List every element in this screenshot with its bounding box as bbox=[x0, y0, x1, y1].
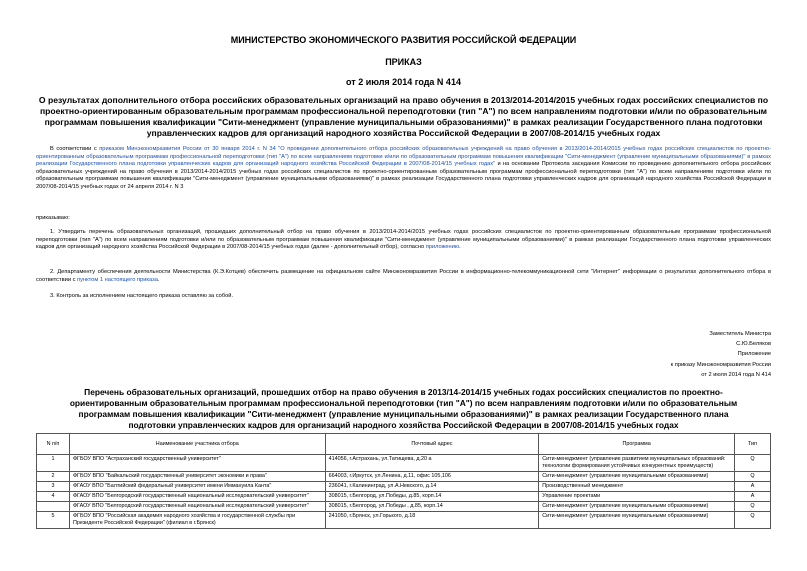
table-row bbox=[37, 512, 771, 529]
item-2-text-b: . bbox=[157, 276, 160, 283]
organizations-table bbox=[36, 433, 771, 529]
header-number: N п/п bbox=[37, 434, 70, 455]
cell-address: 308015, г.Белгород, ул.Победы, д.85, корп.14 bbox=[325, 492, 539, 502]
appendix-date: от 2 июля 2014 года N 414 bbox=[701, 372, 771, 378]
table-header-row bbox=[37, 434, 771, 455]
cell-address: 664003, г.Иркутск, ул.Ленина, д.11, офис 105,106 bbox=[325, 472, 539, 482]
cell-program: Управление проектами bbox=[539, 492, 735, 502]
prikazyvayu-text: приказываю: bbox=[36, 215, 70, 221]
cell-address: 414056, г.Астрахань, ул.Татищева, д.20 а bbox=[325, 455, 539, 472]
cell-program: Сити-менеджмент (управление муниципальными образованиями) bbox=[539, 502, 735, 512]
table-row bbox=[37, 492, 771, 502]
cell-number: 5 bbox=[37, 512, 70, 529]
appendix-label: Приложение bbox=[737, 351, 771, 357]
item-1-paragraph bbox=[36, 229, 771, 252]
item-2-paragraph bbox=[36, 269, 771, 284]
table-row bbox=[37, 455, 771, 472]
cell-number: 1 bbox=[37, 455, 70, 472]
cell-name: ФГАОУ ВПО "Белгородский государственный национальный исследовательский университет" bbox=[69, 502, 325, 512]
appendix-to-order: к приказу Минэкономразвития России bbox=[670, 362, 771, 368]
order-34-link[interactable]: приказом Минэкономразвития России от 30 января 2014 г. N 34 "О проведении дополнительного отбора российских образовательных учреждений на право обучения в 2013/2014-2014/2015 учебных годах российских специалистов по проектно-ориентированным образовательным программам профессиональной переподготовки (тип "А") по всем направлениям подготовки и/или по образовательным программам повышения квалификации "Сити-менеджмент (управление муниципальными образованиями)" в рамках реализации Государственного плана подготовки управленческих кадров для организаций народного хозяйства Российской Федерации в 2007/08-2014/15 учебных годах" bbox=[36, 146, 771, 168]
ministry-heading: МИНИСТЕРСТВО ЭКОНОМИЧЕСКОГО РАЗВИТИЯ РОССИЙСКОЙ ФЕДЕРАЦИИ bbox=[230, 35, 577, 45]
signer-name: С.Ю.Беляков bbox=[736, 341, 771, 347]
order-title: О результатах дополнительного отбора российских образовательных организаций на право обучения в 2013/2014-2014/2015 учебных годах российских специалистов по проектно-ориентированным образовательным программам профессиональной переподготовки (тип "А") по всем направлениям подготовки и/или по образовательным программам повышения квалификации "Сити-менеджмент (управление муниципальными образованиями)" в рамках реализации Государственного плана подготовки управленческих кадров для организаций народного хозяйства Российской Федерации в 2007/08-2014/15 учебных годах bbox=[38, 95, 769, 138]
cell-address: 236041, г.Калининград, ул.А.Невского, д.14 bbox=[325, 482, 539, 492]
item-2-text-a: 2. Департаменту обеспечения деятельности Министерства (К.Э.Котцев) обеспечить размещение на официальном сайте Минэкономразвития России в информационно-телекоммуникационной сети "Интернет" информации о результатах дополнительного отбора в соответствии с bbox=[36, 269, 771, 283]
item-1-text-a: 1. Утвердить перечень образовательных организаций, прошедших дополнительный отбор на право обучения в 2013/2014-2014/2015 учебных годах российских специалистов по проектно-ориентированным образовательным программам профессиональной переподготовки (тип "А") по всем направлениям подготовки и/или по образовательным программам повышения квалификации "Сити-менеджмент (управление муниципальными образованиями)" в рамках реализации Государственного плана подготовки управленческих кадров для организаций народного хозяйства Российской Федерации в 2007/08-2014/15 учебных годах (далее - дополнительный отбор), согласно bbox=[36, 229, 771, 251]
item-3-paragraph: 3. Контроль за исполнением настоящего приказа оставляю за собой. bbox=[50, 293, 234, 299]
table-row bbox=[37, 502, 771, 512]
cell-program: Производственный менеджмент bbox=[539, 482, 735, 492]
cell-name: ФГБОУ ВПО "Астраханский государственный университет" bbox=[69, 455, 325, 472]
cell-type: Q bbox=[735, 472, 771, 482]
preamble-text-a: В соответствии с bbox=[50, 146, 100, 152]
cell-type: А bbox=[735, 492, 771, 502]
signer-position: Заместитель Министра bbox=[709, 331, 771, 337]
cell-type: А bbox=[735, 482, 771, 492]
cell-number bbox=[37, 502, 70, 512]
preamble-paragraph bbox=[36, 146, 771, 192]
header-type: Тип bbox=[735, 434, 771, 455]
header-name: Наименование участника отбора bbox=[69, 434, 325, 455]
header-program: Программа bbox=[539, 434, 735, 455]
order-heading: ПРИКАЗ bbox=[385, 57, 422, 67]
order-date-number: от 2 июля 2014 года N 414 bbox=[346, 77, 461, 87]
cell-address: 308015, г.Белгород, ул.Победы , д.85, корп.14 bbox=[325, 502, 539, 512]
appendix-link[interactable]: приложению bbox=[425, 244, 460, 251]
cell-type: Q bbox=[735, 455, 771, 472]
table-row bbox=[37, 472, 771, 482]
preamble-text-b: и на основании Протокола заседания Комиссии по проведению дополнительного отбора российских образовательных учреждений на право обучения в 2013/2014-2014/2015 учебных годах российских специалистов по проектно-ориентированным образовательным программам профессиональной переподготовки (тип "А") по всем направлениям подготовки и/или по образовательным программам повышения квалификации "Сити-менеджмент (управление муниципальными образованиями)" в рамках реализации Государственного плана подготовки управленческих кадров для организаций народного хозяйства Российской Федерации в 2007/08-2014/15 учебных годах от 24 апреля 2014 г. N 3 bbox=[36, 161, 772, 190]
header-address: Почтовый адрес bbox=[325, 434, 539, 455]
cell-address: 241050, г.Брянск, ул.Горького, д.18 bbox=[325, 512, 539, 529]
cell-name: ФГАОУ ВПО "Белгородский государственный национальный исследовательский университет" bbox=[69, 492, 325, 502]
cell-type: Q bbox=[735, 502, 771, 512]
cell-name: ФГАОУ ВПО "Балтийский федеральный университет имени Иммануила Канта" bbox=[69, 482, 325, 492]
cell-program: Сити-менеджмент (управление муниципальными образованиями) bbox=[539, 512, 735, 529]
cell-name: ФГБОУ ВПО "Российская академия народного хозяйства и государственной службы при Президенте Российской Федерации" (филиал в г.Брянск) bbox=[69, 512, 325, 529]
cell-number: 4 bbox=[37, 492, 70, 502]
cell-name: ФГБОУ ВПО "Байкальский государственный университет экономики и права" bbox=[69, 472, 325, 482]
cell-number: 2 bbox=[37, 472, 70, 482]
point-1-link[interactable]: пунктом 1 настоящего приказа bbox=[77, 276, 158, 283]
cell-program: Сити-менеджмент (управление муниципальными образованиями) bbox=[539, 472, 735, 482]
cell-type: Q bbox=[735, 512, 771, 529]
cell-program: Сити-менеджмент (управление развитием муниципальных образований: технологии формирования устойчивых конкурентных преимуществ) bbox=[539, 455, 735, 472]
cell-number: 3 bbox=[37, 482, 70, 492]
table-row bbox=[37, 482, 771, 492]
item-1-text-b: . bbox=[459, 244, 461, 251]
appendix-title: Перечень образовательных организаций, прошедших отбор на право обучения в 2013/14-2014/15 учебных годах российских специалистов по проектно-ориентированным образовательным программам профессиональной переподготовки (тип "А") по всем направлениям подготовки и/или по образовательным программам повышения квалификации "Сити-менеджмент (управление муниципальными образованиями)" в рамках реализации Государственного плана подготовки управленческих кадров для организаций народного хозяйства Российской Федерации в 2007/08-2014/15 учебных годах bbox=[69, 387, 738, 430]
